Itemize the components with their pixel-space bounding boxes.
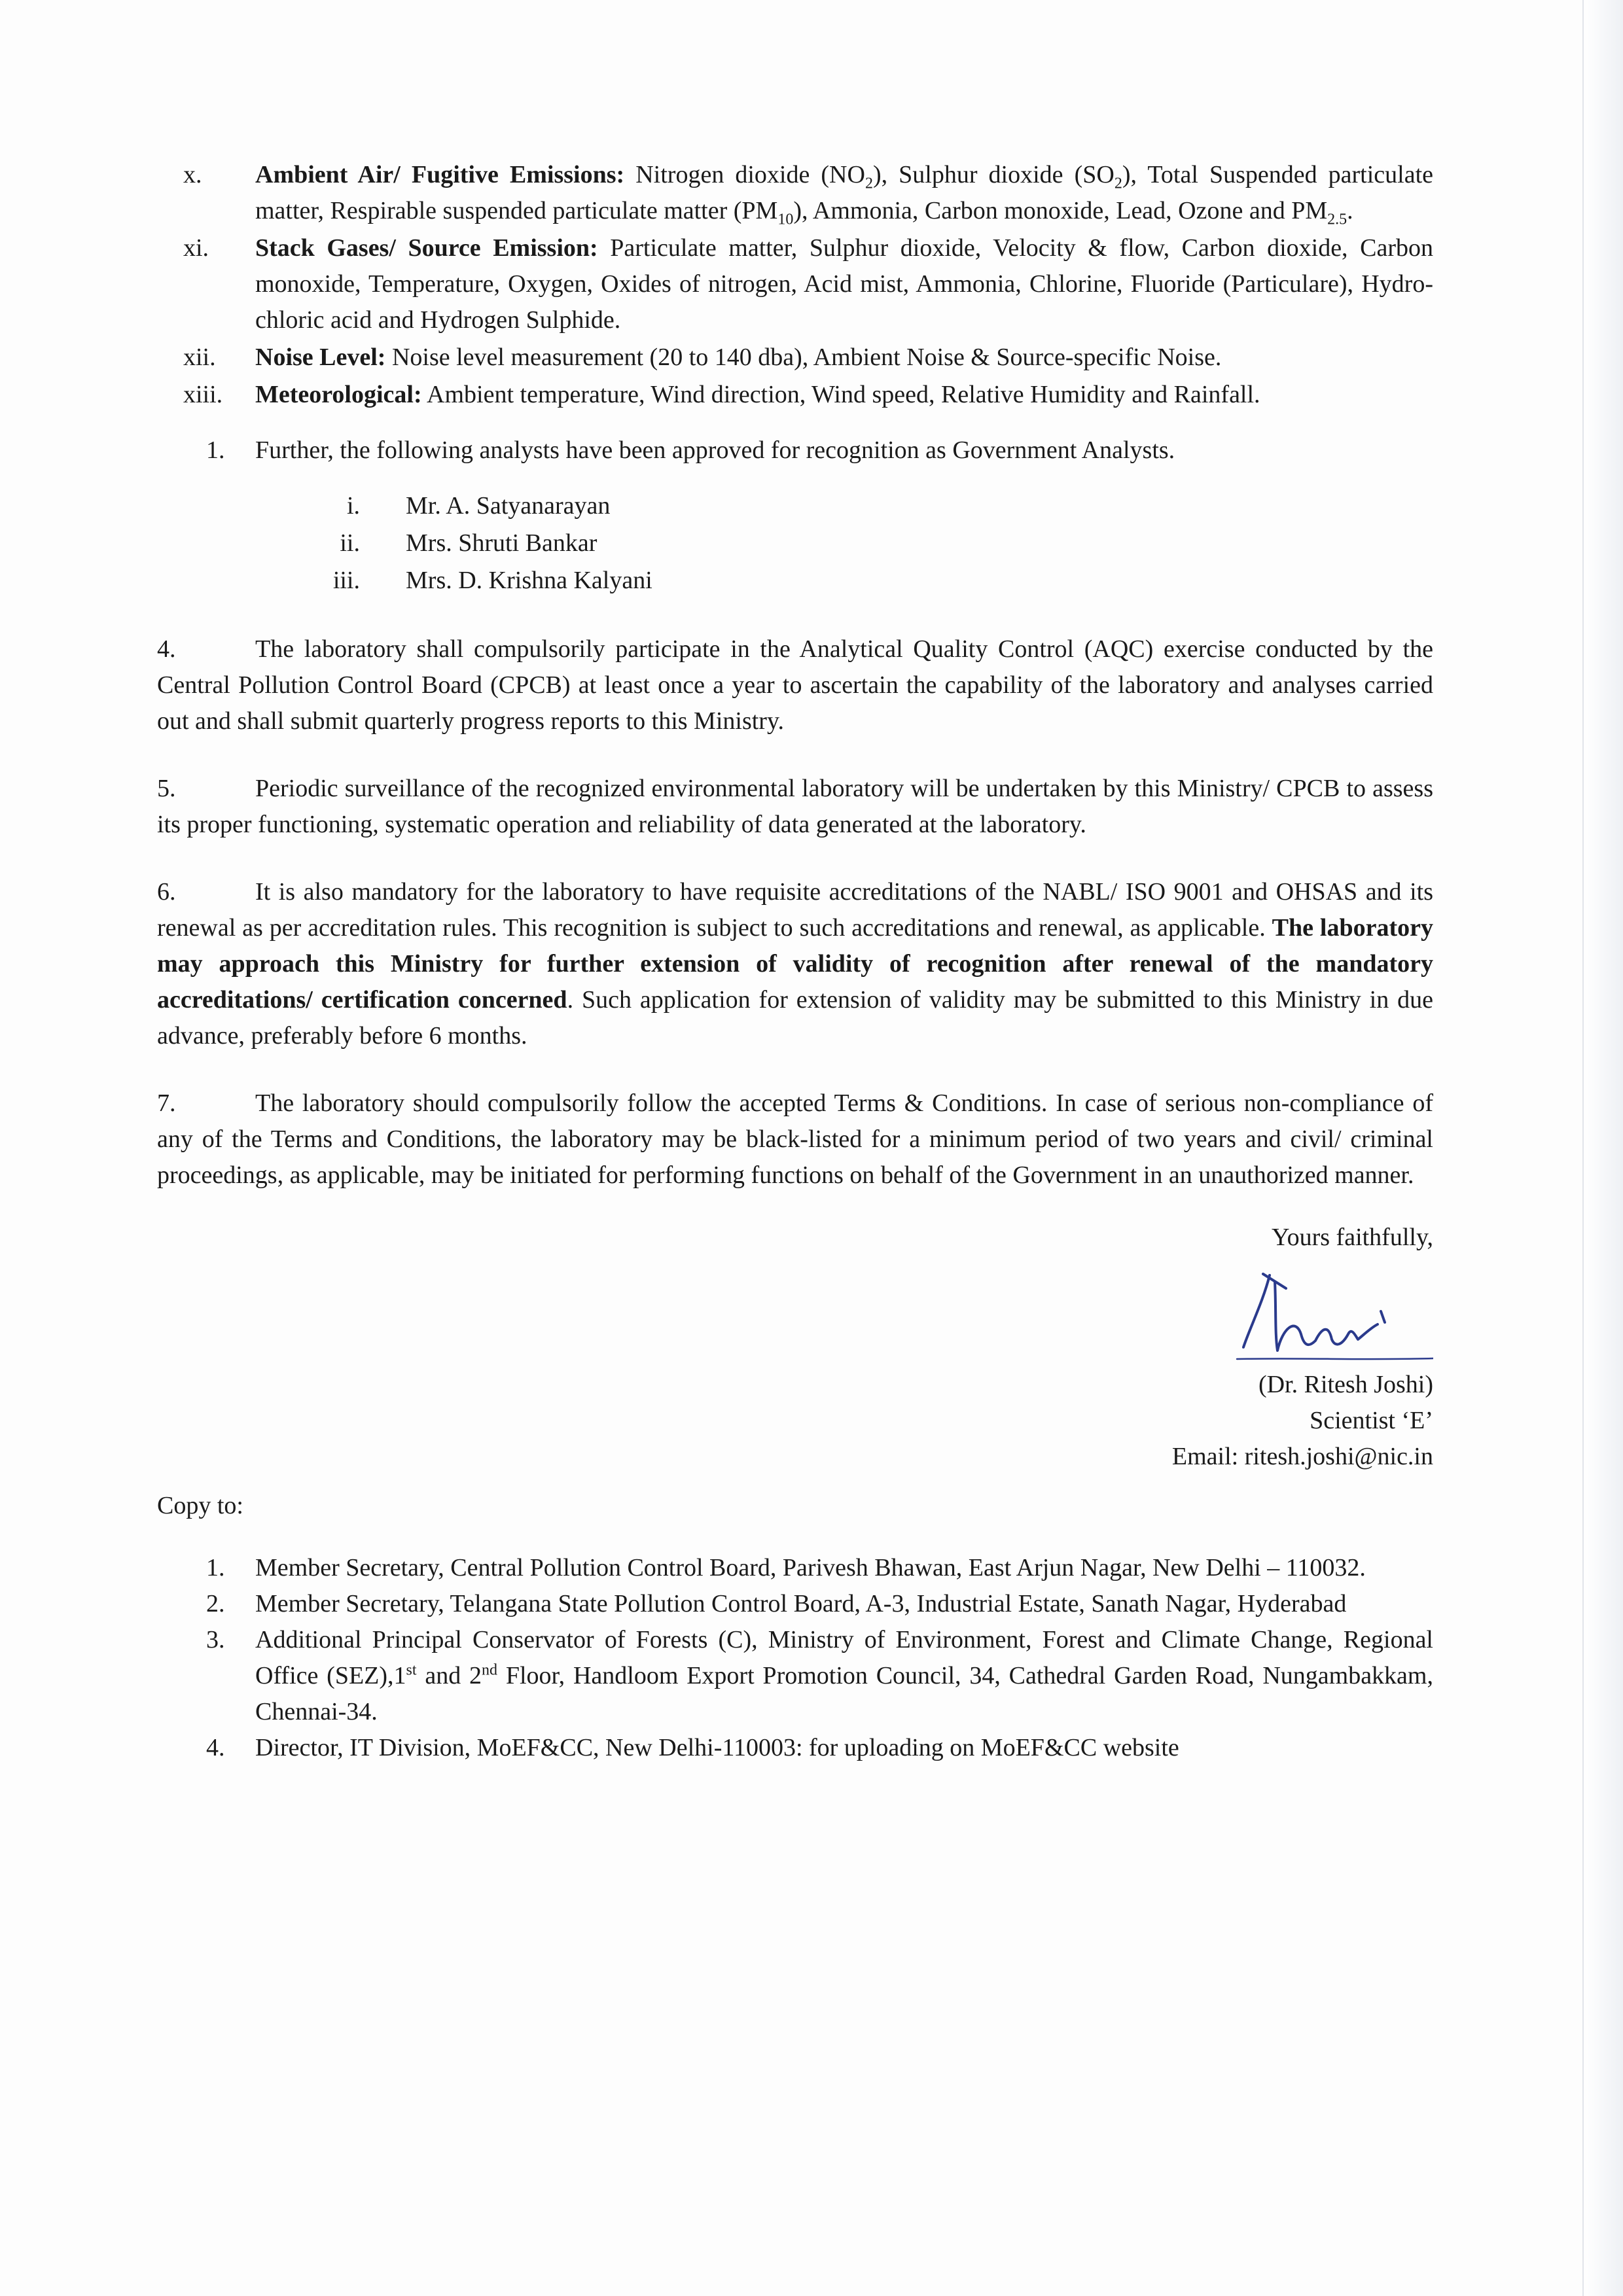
list-item-title: Noise Level: bbox=[255, 344, 386, 371]
copy-to-label: Copy to: bbox=[157, 1492, 243, 1519]
signatory-designation: Scientist ‘E’ bbox=[1310, 1407, 1433, 1434]
list-item-text: Member Secretary, Telangana State Pollution Control Board, A-3, Industrial Estate, Sanath Nagar, Hyderabad bbox=[255, 1590, 1347, 1617]
paragraph-text: It is also mandatory for the laboratory to have requisite accreditations of the NABL/ ISO 9001 and OHSAS and its renewal as per accreditation rules. This recognition is subject to such accreditations and renewal, as applicable. bbox=[157, 878, 1433, 942]
list-item-number: 2. bbox=[206, 1590, 225, 1617]
list-item-number: 4. bbox=[206, 1734, 225, 1761]
paragraph-number: 7. bbox=[157, 1089, 176, 1117]
paragraph-number: 6. bbox=[157, 878, 176, 906]
analyst-name: Mrs. D. Krishna Kalyani bbox=[406, 567, 652, 594]
list-item-number: xiii. bbox=[183, 381, 223, 408]
paragraph-4 bbox=[157, 631, 1433, 739]
list-item-text: Particulate matter, Sulphur dioxide, Velocity & flow, Carbon dioxide, Carbon monoxide, Temperature, Oxygen, Oxides of nitrogen, Acid mist, Ammonia, Chlorine, Fluoride (Particulare), Hydro-chloric acid and Hydrogen Sulphide. bbox=[255, 234, 1433, 334]
document-body bbox=[157, 157, 1433, 1766]
list-item bbox=[157, 563, 1433, 600]
list-item: x. Ambient Air/ Fugitive Emissions: Nitrogen dioxide $(NO_2)$, Sulphur dioxide $(SO_2)$, Total Suspended particulate matter, Respirable suspended particulate matter $(PM_{10})$, Ammonia, Carbon monoxide, Lead, Ozone and $PM_{2.5}$. bbox=[157, 157, 1433, 229]
signature bbox=[157, 1262, 1433, 1367]
list-item bbox=[157, 230, 1433, 338]
list-item-number: iii. bbox=[332, 567, 360, 594]
item-text: Further, the following analysts have been approved for recognition as Government Analysts. bbox=[255, 436, 1175, 464]
paragraph-text: The laboratory shall compulsorily participate in the Analytical Quality Control (AQC) exercise conducted by the Central Pollution Control Board (CPCB) at least once a year to ascertain the capability of the laboratory and analyses carried out and shall submit quarterly progress reports to this Ministry. bbox=[157, 635, 1433, 735]
list-item: 3. Additional Principal Conservator of Forests (C), Ministry of Environment, Forest and Climate Change, Regional Office (SEZ),1st and 2nd Floor, Handloom Export Promotion Council, 34, Cathedral Garden Road, Nungambakkam, Chennai-34. bbox=[157, 1622, 1433, 1730]
paragraph-7 bbox=[157, 1086, 1433, 1193]
paragraph-5 bbox=[157, 771, 1433, 843]
list-item-number: ii. bbox=[340, 529, 360, 557]
list-item-number: i. bbox=[346, 492, 360, 520]
analyst-list bbox=[157, 488, 1433, 600]
page-edge bbox=[1582, 0, 1623, 2296]
list-item-number: 3. bbox=[206, 1626, 225, 1653]
list-item-text: Member Secretary, Central Pollution Control Board, Parivesh Bhawan, East Arjun Nagar, New Delhi – 110032. bbox=[255, 1554, 1366, 1581]
paragraph-6 bbox=[157, 874, 1433, 1054]
paragraph-number: 4. bbox=[157, 635, 176, 663]
list-item-text: Ambient temperature, Wind direction, Wind speed, Relative Humidity and Rainfall. bbox=[421, 381, 1260, 408]
list-item bbox=[157, 1730, 1433, 1766]
list-item-title: Meteorological: bbox=[255, 381, 422, 408]
list-item bbox=[157, 1550, 1433, 1586]
list-item-number: x. bbox=[183, 161, 202, 188]
list-item-text: Additional Principal Conservator of Forests (C), Ministry of Environment, Forest and Climate Change, Regional Office (SEZ),1 bbox=[255, 1626, 1433, 1689]
paragraph-text: . Such application for extension of validity may be submitted to this Ministry in due advance, preferably before 6 months. bbox=[157, 986, 1433, 1050]
signatory-block bbox=[157, 1367, 1433, 1475]
list-item bbox=[157, 377, 1433, 413]
paragraph-text: Periodic surveillance of the recognized environmental laboratory will be undertaken by this Ministry/ CPCB to assess its proper functioning, systematic operation and reliability of data generated at the laboratory. bbox=[157, 775, 1433, 838]
list-item-text: Noise level measurement (20 to 140 dba), Ambient Noise & Source-specific Noise. bbox=[385, 344, 1222, 371]
copy-to-list bbox=[157, 1550, 1433, 1766]
list-item bbox=[157, 340, 1433, 376]
list-item bbox=[157, 525, 1433, 563]
list-item-title: Stack Gases/ Source Emission: bbox=[255, 234, 598, 262]
closing-salutation: Yours faithfully, bbox=[1271, 1224, 1433, 1251]
signatory-email[interactable]: Email: ritesh.joshi@nic.in bbox=[1171, 1443, 1433, 1470]
list-item bbox=[157, 1586, 1433, 1622]
parameter-list bbox=[157, 157, 1433, 413]
item-number: 1. bbox=[206, 436, 225, 464]
signatory-name: (Dr. Ritesh Joshi) bbox=[1258, 1371, 1433, 1398]
analyst-name: Mrs. Shruti Bankar bbox=[406, 529, 597, 557]
list-item-number: xii. bbox=[183, 344, 216, 371]
analysts-intro bbox=[157, 433, 1433, 468]
paragraph-text: The laboratory should compulsorily follow the accepted Terms & Conditions. In case of serious non-compliance of any of the Terms and Conditions, the laboratory may be black-listed for a minimum period of two years and civil/ criminal proceedings, as applicable, may be initiated for performing functions on behalf of the Government in an unauthorized manner. bbox=[157, 1089, 1433, 1189]
paragraph-bold-text: The laboratory may approach this Ministry for further extension of validity of recognition after renewal of the mandatory accreditations/ certification concerned bbox=[157, 914, 1433, 1014]
analyst-name: Mr. A. Satyanarayan bbox=[406, 492, 611, 520]
list-item bbox=[157, 488, 1433, 525]
list-item-number: 1. bbox=[206, 1554, 225, 1581]
list-item-text: Director, IT Division, MoEF&CC, New Delhi-110003: for uploading on MoEF&CC website bbox=[255, 1734, 1179, 1761]
list-item-number: xi. bbox=[183, 234, 209, 262]
paragraph-number: 5. bbox=[157, 775, 176, 802]
signature-icon bbox=[1224, 1262, 1433, 1367]
list-item-title: Ambient Air/ Fugitive Emissions: bbox=[255, 161, 625, 188]
